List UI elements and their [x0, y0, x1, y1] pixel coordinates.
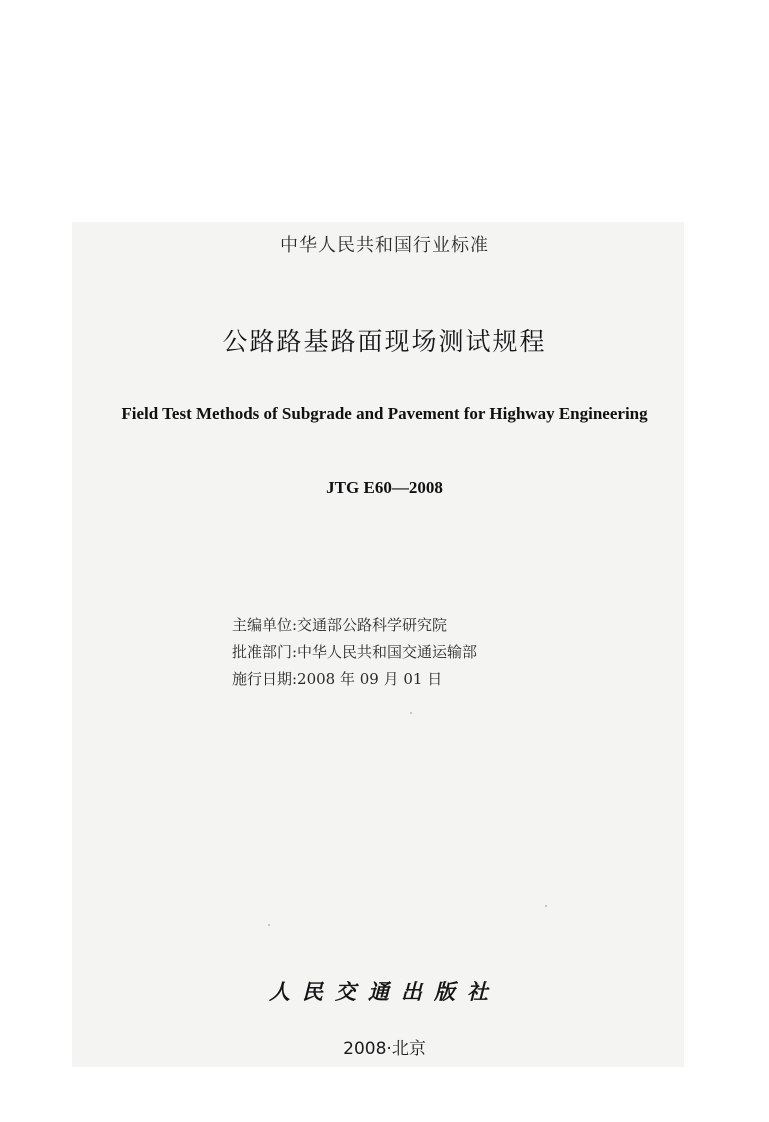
publication-year-city: 2008·北京	[343, 1039, 426, 1059]
standard-info	[232, 612, 477, 693]
publisher: 人民交通出版社	[269, 979, 500, 1004]
standard-category: 中华人民共和国行业标准	[280, 235, 489, 256]
effective-date: 施行日期:2008 年 09 月 01 日	[232, 670, 443, 688]
scan-speck	[410, 712, 412, 714]
chinese-title: 公路路基路面现场测试规程	[222, 327, 547, 356]
editor-unit: 主编单位:交通部公路科学研究院	[232, 616, 448, 634]
scan-speck	[268, 924, 270, 926]
english-title: Field Test Methods of Subgrade and Pavement for Highway Engineering	[121, 404, 648, 423]
scan-speck	[545, 905, 547, 907]
approving-department: 批准部门:中华人民共和国交通运输部	[232, 643, 478, 661]
standard-code: JTG E60—2008	[326, 478, 443, 497]
